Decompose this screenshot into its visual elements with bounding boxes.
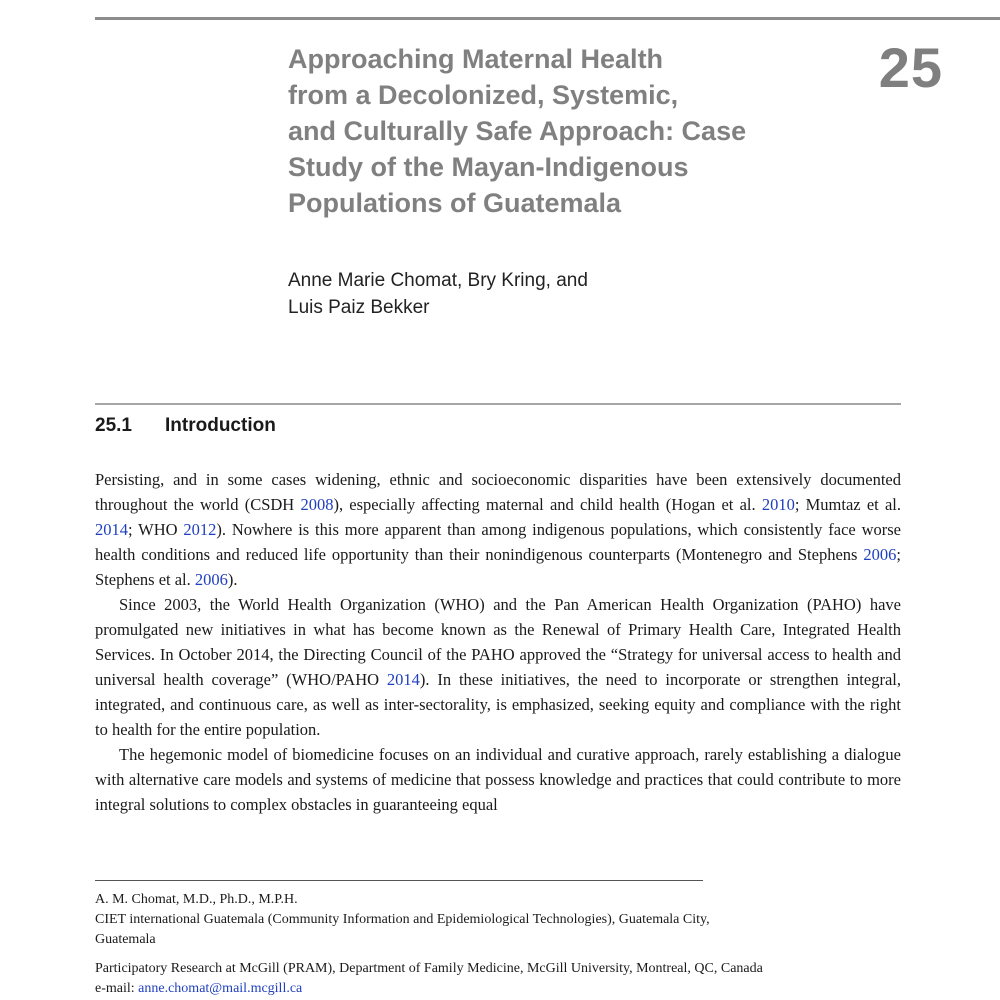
footnotes xyxy=(95,890,901,999)
section-heading xyxy=(95,413,276,439)
author-line: Luis Paiz Bekker xyxy=(288,297,430,318)
citation-link[interactable]: 2010 xyxy=(761,495,795,514)
citation-link[interactable]: 2006 xyxy=(863,545,897,564)
footnote-author: A. M. Chomat, M.D., Ph.D., M.P.H. xyxy=(95,892,298,907)
paragraph-text: ; WHO xyxy=(128,520,184,539)
citation-link[interactable]: 2014 xyxy=(95,520,128,539)
footnote-affiliation-line: Participatory Research at McGill (PRAM), Department of Family Medicine, McGill University, Montreal, QC, Canada xyxy=(95,961,763,976)
chapter-number: 25 xyxy=(878,36,943,99)
footnote-rule xyxy=(95,880,703,881)
chapter-title-line: Approaching Maternal Health xyxy=(288,44,664,74)
citation-link[interactable]: 2008 xyxy=(300,495,334,514)
body-paragraph xyxy=(95,742,901,817)
paragraph-text: ). Nowhere is this more apparent than among indigenous populations, which consistently face worse health conditions and reduced life opportunity than their nonindigenous counterparts (Montenegro and Stephens xyxy=(95,520,901,564)
section-rule xyxy=(95,403,901,405)
email-label: e-mail: xyxy=(95,981,139,996)
paragraph-text: ). In these initiatives, the need to incorporate or strengthen integral, integrated, and continuous care, as well as inter-sectorality, is emphasized, seeking equity and compliance with the right to health for the entire population. xyxy=(95,670,901,739)
citation-link[interactable]: 2014 xyxy=(386,670,420,689)
body-paragraph xyxy=(95,592,901,742)
paragraph-text: ; Mumtaz et al. xyxy=(794,495,901,514)
chapter-title xyxy=(288,41,828,221)
top-rule xyxy=(95,17,1000,20)
paragraph-text: ). xyxy=(227,570,238,589)
body-paragraph xyxy=(95,467,901,592)
section-title: Introduction xyxy=(165,415,276,436)
footnote-affiliation-line: CIET international Guatemala (Community Information and Epidemiological Technologies), Guatemala City, xyxy=(95,912,710,927)
chapter-title-line: from a Decolonized, Systemic, xyxy=(288,80,679,110)
paragraph-text: ; Stephens et al. xyxy=(95,545,901,589)
chapter-title-line: Populations of Guatemala xyxy=(288,188,622,218)
citation-link[interactable]: 2006 xyxy=(194,570,228,589)
paragraph-text: ), especially affecting maternal and child health (Hogan et al. xyxy=(333,495,762,514)
section-number: 25.1 xyxy=(95,415,132,436)
chapter-title-line: Study of the Mayan-Indigenous xyxy=(288,152,689,182)
footnote-email-line xyxy=(95,979,901,999)
footnote-affiliation-line: Guatemala xyxy=(95,932,156,947)
author-line: Anne Marie Chomat, Bry Kring, and xyxy=(288,270,588,291)
body-text xyxy=(95,467,901,817)
email-link[interactable]: anne.chomat@mail.mcgill.ca xyxy=(138,981,303,996)
paragraph-text: Persisting, and in some cases widening, ethnic and socioeconomic disparities have been extensively documented throughout the world (CSDH xyxy=(95,470,901,514)
citation-link[interactable]: 2012 xyxy=(183,520,217,539)
paragraph-text: Since 2003, the World Health Organization (WHO) and the Pan American Health Organization (PAHO) have promulgated new initiatives in what has become known as the Renewal of Primary Health Care, Integrated Health Services. In October 2014, the Directing Council of the PAHO approved the “Strategy for universal access to health and universal health coverage” (WHO/PAHO xyxy=(95,595,901,689)
chapter-title-line: and Culturally Safe Approach: Case xyxy=(288,116,747,146)
author-list xyxy=(288,267,588,321)
paragraph-text: The hegemonic model of biomedicine focuses on an individual and curative approach, rarely establishing a dialogue with alternative care models and systems of medicine that possess knowledge and practices that could contribute to more integral solutions to complex obstacles in guaranteeing equal xyxy=(95,745,901,814)
